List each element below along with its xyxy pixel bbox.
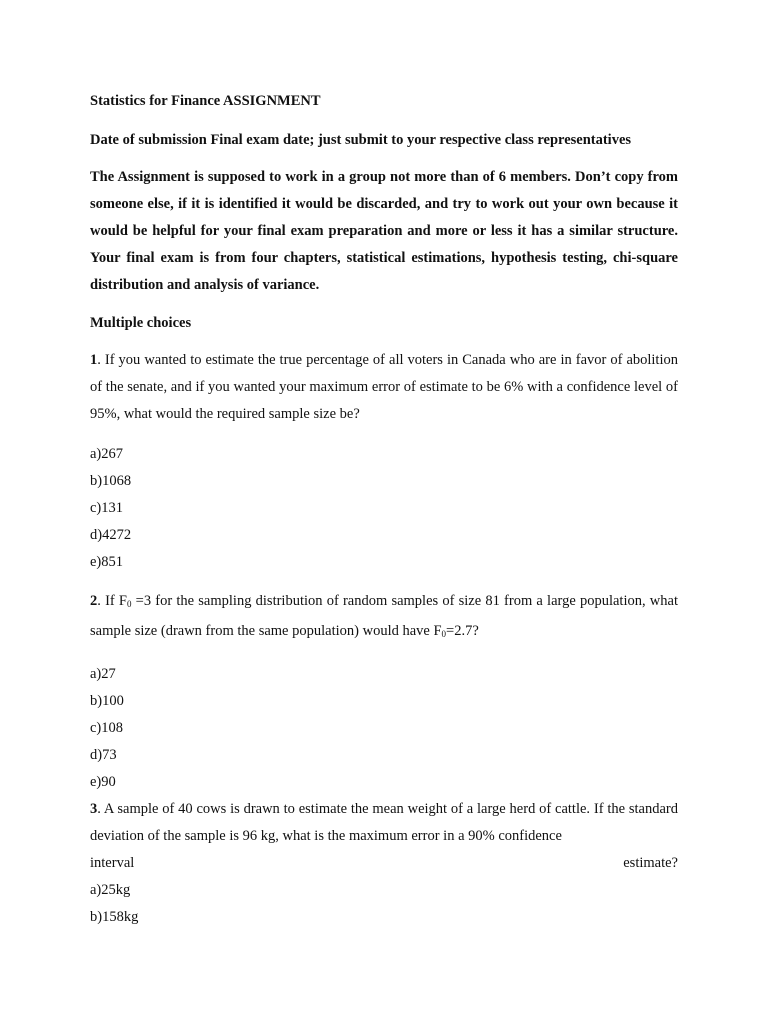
subscript: 0 [126,599,132,609]
answer-option: a)25kg [90,882,131,898]
question-number: 2 [90,593,98,609]
question-3 [90,796,678,850]
assignment-instructions: The Assignment is supposed to work in a group not more than of 6 members. Don’t copy from someone else, if it is identified it would be discarded, and try to work out your own because it would be helpful for your final exam preparation and more or less it has a similar structure. Your final exam is from four chapters, statistical estimations, hypothesis testing, chi-square distribution and analysis of variance. [90,169,678,293]
answer-options-3 [90,877,678,931]
answer-option: b)100 [90,693,124,709]
document-title: Statistics for Finance ASSIGNMENT [90,93,321,109]
answer-option: a)27 [90,666,116,682]
answer-option: e)851 [90,554,124,570]
answer-option: b)158kg [90,909,139,925]
answer-option: b)1068 [90,473,132,489]
section-heading: Multiple choices [90,315,192,331]
subscript: 0 [441,629,447,639]
question-text: estimate? [623,855,678,871]
question-text: interval [90,855,135,871]
answer-option: c)131 [90,500,124,516]
question-number: 1 [90,352,98,368]
answer-options-2 [90,661,678,796]
question-text: . A sample of 40 cows is drawn to estimate the mean weight of a large herd of cattle. If the standard deviation of the sample is 96 kg, what is the maximum error in a 90% confidence [90,801,678,844]
question-text: =3 for the sampling distribution of random samples of size 81 from a large population, what sample size (drawn from the same population) would have F [90,593,678,639]
answer-options-1 [90,441,678,576]
answer-option: d)4272 [90,527,132,543]
answer-option: d)73 [90,747,117,763]
submission-date: Date of submission Final exam date; just submit to your respective class representatives [90,132,632,148]
question-text: . If you wanted to estimate the true percentage of all voters in Canada who are in favor of abolition of the senate, and if you wanted your maximum error of estimate to be 6% with a confidence level of 95%, what would the required sample size be? [90,352,678,422]
document-page [90,88,678,943]
answer-option: c)108 [90,720,124,736]
question-3-last-line [90,850,678,877]
question-text: =2.7? [446,623,479,639]
question-1 [90,347,678,428]
question-number: 3 [90,801,98,817]
answer-option: e)90 [90,774,116,790]
answer-option: a)267 [90,446,124,462]
question-text: . If F [97,593,127,609]
question-2 [90,588,678,648]
